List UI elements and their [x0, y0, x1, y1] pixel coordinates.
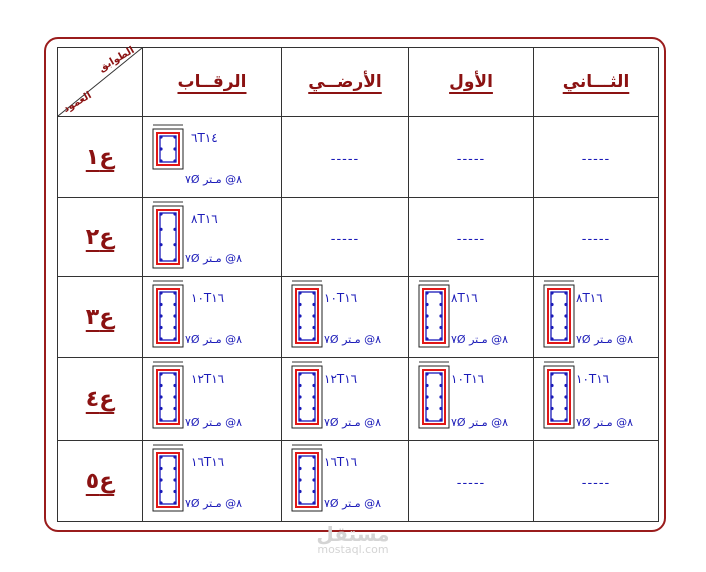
- column-section-drawing: [145, 200, 185, 278]
- column-label: ع٥: [58, 441, 143, 522]
- reinforcement-cell: [143, 198, 282, 277]
- main-bars-label: ٦T١٤: [191, 131, 218, 145]
- column-label: ع٢: [58, 198, 143, 277]
- column-section-drawing: [284, 443, 324, 521]
- column-section-drawing: [145, 123, 185, 179]
- column-label: ع٤: [58, 358, 143, 441]
- main-bars-label: ٨T١٦: [576, 291, 603, 305]
- reinforcement-cell: [282, 277, 409, 358]
- watermark-arabic: مستقل: [316, 522, 390, 546]
- column-section-drawing: [411, 279, 451, 357]
- column-row: [58, 441, 659, 522]
- floor-header-second: الثـــاني: [534, 48, 659, 117]
- reinforcement-cell: [534, 358, 659, 441]
- reinforcement-cell: [143, 117, 282, 198]
- empty-dash: -----: [456, 231, 486, 247]
- main-bars-label: ١٢T١٦: [324, 372, 358, 386]
- watermark: [300, 524, 406, 556]
- empty-dash: -----: [330, 231, 360, 247]
- empty-cell: [534, 117, 659, 198]
- empty-dash: -----: [581, 151, 611, 167]
- main-bars-label: ٨T١٦: [191, 212, 218, 226]
- column-section-drawing: [145, 443, 185, 521]
- column-row: [58, 358, 659, 441]
- column-section-drawing: [284, 360, 324, 438]
- empty-dash: -----: [456, 151, 486, 167]
- stirrups-label: ٧Ø ٨@ مـتر: [451, 416, 508, 429]
- empty-cell: [534, 198, 659, 277]
- stirrups-label: ٧Ø ٨@ مـتر: [576, 333, 633, 346]
- empty-cell: [409, 117, 534, 198]
- column-section-drawing: [536, 279, 576, 357]
- empty-dash: -----: [581, 231, 611, 247]
- column-row: [58, 277, 659, 358]
- main-bars-label: ١٠T١٦: [576, 372, 610, 386]
- reinforcement-cell: [282, 441, 409, 522]
- column-row: [58, 117, 659, 198]
- floor-header-ground: الأرضــي: [282, 48, 409, 117]
- stirrups-label: ٧Ø ٨@ مـتر: [185, 497, 242, 510]
- stirrups-label: ٧Ø ٨@ مـتر: [185, 416, 242, 429]
- stirrups-label: ٧Ø ٨@ مـتر: [324, 497, 381, 510]
- column-section-drawing: [145, 360, 185, 438]
- main-bars-label: ١٠T١٦: [324, 291, 358, 305]
- floor-header-first: الأول: [409, 48, 534, 117]
- reinforcement-cell: [143, 441, 282, 522]
- column-section-drawing: [284, 279, 324, 357]
- column-row: [58, 198, 659, 277]
- empty-cell: [409, 441, 534, 522]
- column-label: ع٣: [58, 277, 143, 358]
- floor-header-necks: الرقــاب: [143, 48, 282, 117]
- corner-floors-label: الطوابق: [96, 44, 137, 75]
- stirrups-label: ٧Ø ٨@ مـتر: [185, 252, 242, 265]
- empty-cell: [282, 117, 409, 198]
- column-section-drawing: [536, 360, 576, 438]
- column-section-drawing: [411, 360, 451, 438]
- stirrups-label: ٧Ø ٨@ مـتر: [451, 333, 508, 346]
- corner-header: [58, 44, 143, 117]
- stirrups-label: ٧Ø ٨@ مـتر: [576, 416, 633, 429]
- reinforcement-cell: [282, 358, 409, 441]
- main-bars-label: ١٠T١٦: [451, 372, 485, 386]
- stirrups-label: ٧Ø ٨@ مـتر: [324, 333, 381, 346]
- empty-cell: [534, 441, 659, 522]
- main-bars-label: ١٦T١٦: [191, 455, 225, 469]
- reinforcement-cell: [534, 277, 659, 358]
- header-row: [58, 48, 659, 117]
- reinforcement-cell: [143, 358, 282, 441]
- column-label: ع١: [58, 117, 143, 198]
- stirrups-label: ٧Ø ٨@ مـتر: [185, 333, 242, 346]
- empty-dash: -----: [581, 475, 611, 491]
- empty-cell: [409, 198, 534, 277]
- reinforcement-cell: [409, 358, 534, 441]
- empty-dash: -----: [456, 475, 486, 491]
- empty-cell: [282, 198, 409, 277]
- reinforcement-cell: [143, 277, 282, 358]
- empty-dash: -----: [330, 151, 360, 167]
- column-section-drawing: [145, 279, 185, 357]
- watermark-url: mostaql.com: [317, 543, 389, 556]
- main-bars-label: ١٦T١٦: [324, 455, 358, 469]
- main-bars-label: ٨T١٦: [451, 291, 478, 305]
- reinforcement-cell: [409, 277, 534, 358]
- stirrups-label: ٧Ø ٨@ مـتر: [185, 173, 242, 186]
- corner-columns-label: العمود: [61, 90, 94, 115]
- main-bars-label: ١٢T١٦: [191, 372, 225, 386]
- stirrups-label: ٧Ø ٨@ مـتر: [324, 416, 381, 429]
- column-schedule-table: [57, 44, 659, 522]
- main-bars-label: ١٠T١٦: [191, 291, 225, 305]
